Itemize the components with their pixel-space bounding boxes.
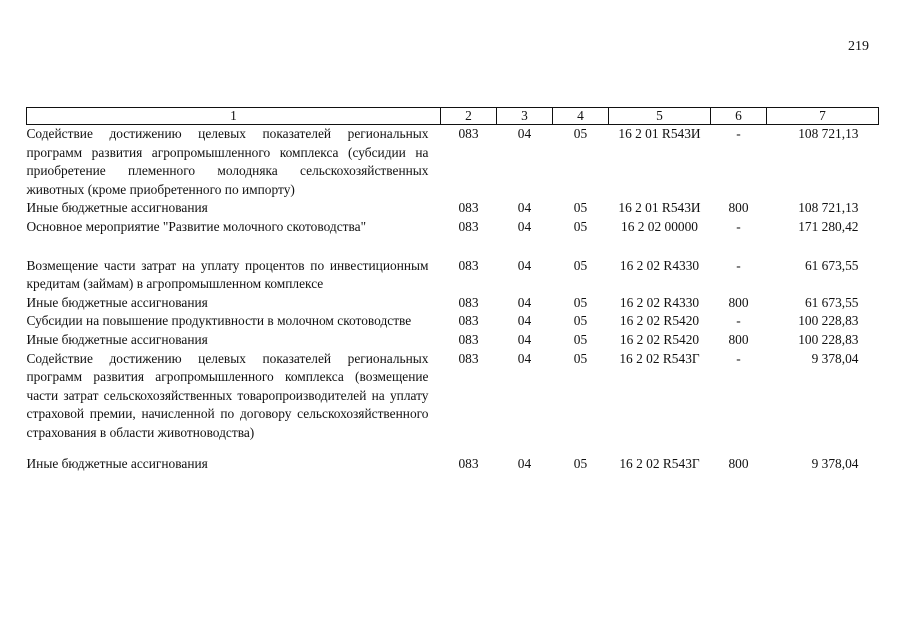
row-spacer [27, 237, 879, 257]
row-name: Иные бюджетные ассигнования [26, 455, 208, 471]
row-sum: 9 378,04 [811, 455, 859, 471]
row-sum: 108 721,13 [798, 126, 859, 141]
row-grbs: 083 [458, 218, 479, 234]
row-sum: 108 721,13 [798, 200, 859, 216]
row-csr: 16 2 02 00000 [621, 218, 698, 234]
row-vr: 800 [728, 200, 749, 216]
table-row [27, 331, 879, 350]
row-name: Иные бюджетные ассигнования [26, 294, 208, 310]
row-name: Возмещение части затрат на уплату процентов по инвестиционным кредитам (займам) в агропромышленном комплексе [26, 257, 429, 292]
row-grbs: 083 [458, 313, 479, 329]
row-name: Основное мероприятие "Развитие молочного скотоводства" [26, 218, 367, 234]
header-col-4: 4 [553, 108, 609, 125]
header-col-3: 3 [497, 108, 553, 125]
row-pr: 05 [573, 350, 588, 366]
row-rz: 04 [517, 200, 532, 216]
page-number: 219 [848, 39, 869, 54]
row-pr: 05 [573, 455, 588, 471]
row-rz: 04 [517, 257, 532, 273]
row-pr: 05 [573, 126, 588, 141]
row-rz: 04 [517, 455, 532, 471]
row-grbs: 083 [458, 294, 479, 310]
header-row [27, 108, 879, 125]
table-row [27, 199, 879, 218]
row-rz: 04 [517, 350, 532, 366]
header-col-7: 7 [767, 108, 879, 125]
row-name: Иные бюджетные ассигнования [26, 331, 208, 347]
row-sum: 61 673,55 [804, 294, 859, 310]
header-col-2: 2 [441, 108, 497, 125]
row-csr: 16 2 02 R543Г [619, 350, 700, 366]
row-csr: 16 2 02 R4330 [619, 257, 700, 273]
row-name: Субсидии на повышение продуктивности в молочном скотоводстве [26, 313, 412, 329]
row-vr: 800 [728, 294, 749, 310]
row-sum: 171 280,42 [798, 218, 859, 234]
row-name: Содействие достижению целевых показателей региональных программ развития агропромышленного комплекса (субсидии на приобретение племенного молодняка сельскохозяйственных животных (кроме приобретенного по импорту) [26, 126, 429, 197]
header-col-1: 1 [27, 108, 441, 125]
row-pr: 05 [573, 294, 588, 310]
row-csr: 16 2 02 R5420 [619, 331, 700, 347]
table-row [27, 455, 879, 474]
budget-table [26, 107, 879, 473]
row-pr: 05 [573, 257, 588, 273]
row-pr: 05 [573, 200, 588, 216]
row-sum: 61 673,55 [804, 257, 859, 273]
row-sum: 100 228,83 [798, 313, 859, 329]
table-row [27, 218, 879, 237]
table-row [27, 125, 879, 200]
row-vr: - [736, 313, 741, 329]
row-rz: 04 [517, 331, 532, 347]
header-col-6: 6 [711, 108, 767, 125]
row-csr: 16 2 01 R543И [618, 126, 701, 141]
row-rz: 04 [517, 218, 532, 234]
row-sum: 9 378,04 [811, 350, 859, 366]
row-vr: - [736, 218, 741, 234]
row-vr: 800 [728, 455, 749, 471]
row-pr: 05 [573, 331, 588, 347]
row-vr: 800 [728, 331, 749, 347]
row-vr: - [736, 126, 741, 141]
row-csr: 16 2 02 R543Г [619, 455, 700, 471]
row-grbs: 083 [458, 331, 479, 347]
row-name: Иные бюджетные ассигнования [26, 200, 208, 216]
row-rz: 04 [517, 126, 532, 141]
row-rz: 04 [517, 313, 532, 329]
row-vr: - [736, 350, 741, 366]
row-name: Содействие достижению целевых показателей региональных программ развития агропромышленного комплекса (возмещение части затрат сельскохозяйственных товаропроизводителей на уплату страховой премии, начисленной по договору сельскохозяйственного страхования в области животноводства) [26, 350, 429, 440]
row-vr: - [736, 257, 741, 273]
table-row [27, 257, 879, 294]
row-csr: 16 2 02 R5420 [619, 313, 700, 329]
row-grbs: 083 [458, 257, 479, 273]
row-pr: 05 [573, 313, 588, 329]
row-spacer [27, 443, 879, 455]
row-csr: 16 2 01 R543И [618, 200, 701, 216]
row-grbs: 083 [458, 200, 479, 216]
row-sum: 100 228,83 [798, 331, 859, 347]
row-grbs: 083 [458, 350, 479, 366]
row-grbs: 083 [458, 455, 479, 471]
row-pr: 05 [573, 218, 588, 234]
row-grbs: 083 [458, 126, 479, 141]
header-col-5: 5 [609, 108, 711, 125]
table-row [27, 312, 879, 331]
table-row [27, 294, 879, 313]
row-csr: 16 2 02 R4330 [619, 294, 700, 310]
table-row [27, 350, 879, 443]
row-rz: 04 [517, 294, 532, 310]
